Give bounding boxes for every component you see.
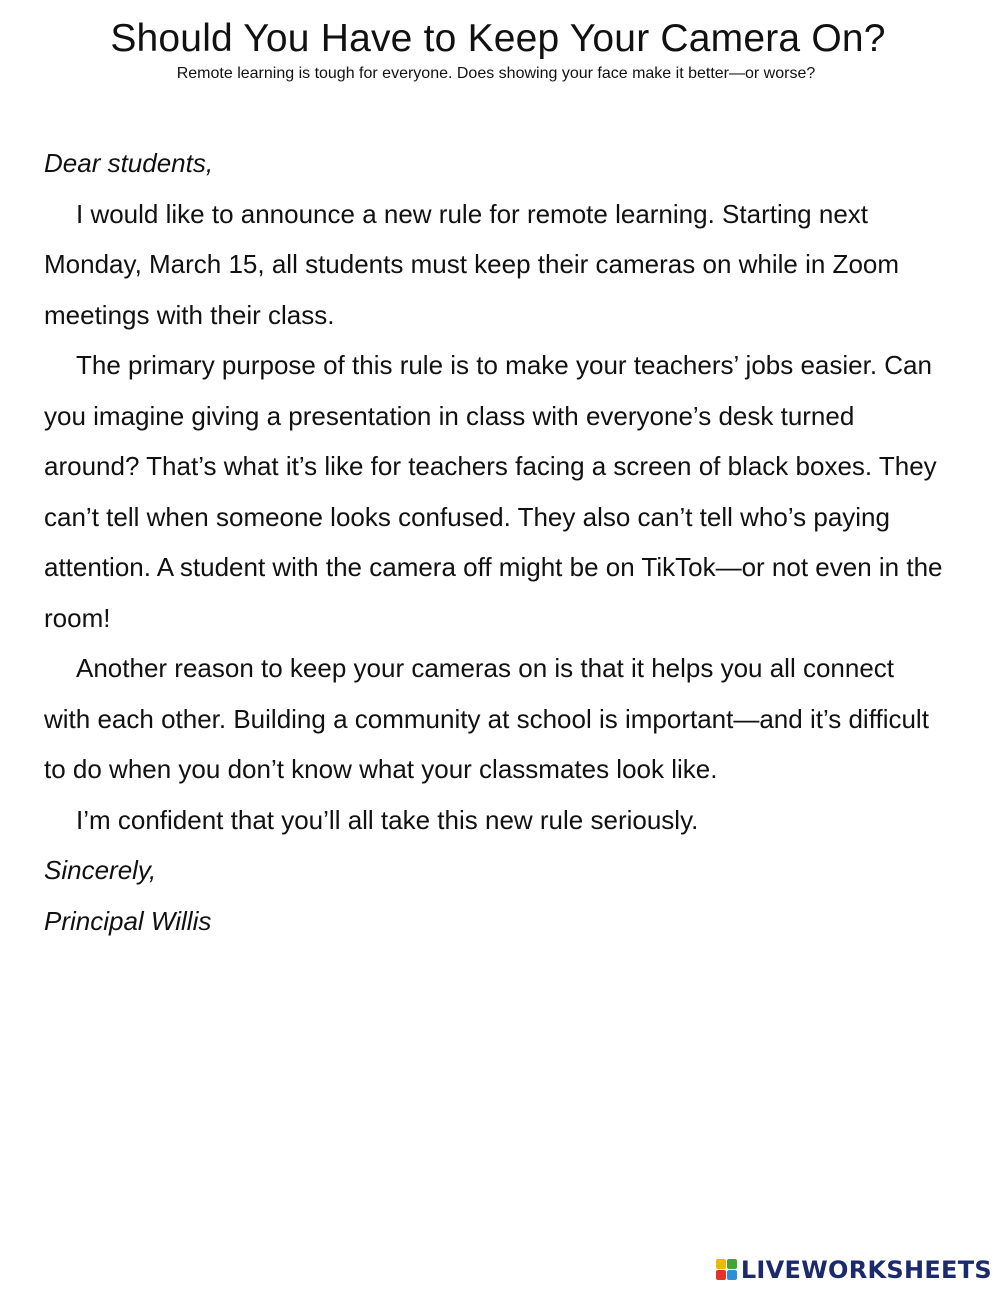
- logo-square: [716, 1259, 726, 1269]
- page-title: Should You Have to Keep Your Camera On?: [110, 17, 886, 60]
- letter-signature: Principal Willis: [44, 905, 212, 936]
- letter-paragraph-4: I’m confident that you’ll all take this new rule seriously.: [76, 804, 699, 835]
- liveworksheets-logo-icon: [716, 1259, 738, 1281]
- letter-paragraph-3: Another reason to keep your cameras on is that it helps you all connect with each other. Building a community at school is important—and it’s difficult to do when you don’t know what your classmates look like.: [44, 653, 929, 784]
- logo-square: [727, 1270, 737, 1280]
- letter-closing: Sincerely,: [44, 855, 157, 885]
- letter-paragraph-1: I would like to announce a new rule for remote learning. Starting next Monday, March 15, all students must keep their cameras on while in Zoom meetings with their class.: [44, 198, 900, 330]
- brand-text: LIVEWORKSHEETS: [740, 1256, 992, 1284]
- letter-paragraph-2: The primary purpose of this rule is to make your teachers’ jobs easier. Can you imagine giving a presentation in class with everyone’s desk turned around? That’s what it’s like for teachers facing a screen of black boxes. They can’t tell when someone looks confused. They also can’t tell who’s paying attention. A student with the camera off might be on TikTok—or not even in the room!: [44, 350, 943, 633]
- letter-salutation: Dear students,: [44, 148, 214, 178]
- page-subtitle: Remote learning is tough for everyone. Does showing your face make it better—or worse?: [176, 65, 816, 82]
- liveworksheets-brand: [716, 1253, 992, 1287]
- logo-square: [716, 1270, 726, 1280]
- letter-body: [44, 138, 944, 946]
- logo-square: [727, 1259, 737, 1269]
